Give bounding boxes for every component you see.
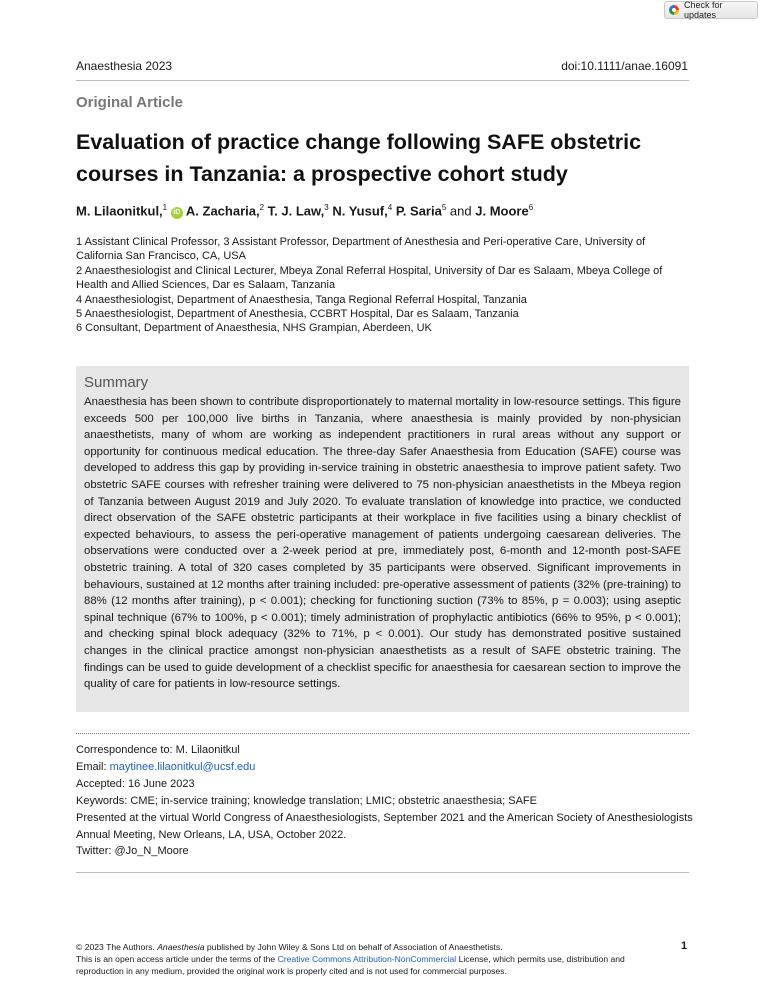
author-affiliation-number: 6 — [528, 203, 534, 212]
author-name: N. Yusuf, — [332, 203, 388, 219]
author-name: M. Lilaonitkul, — [76, 203, 163, 219]
copyright-line — [76, 941, 636, 953]
affiliation-item: 1 Assistant Clinical Professor, 3 Assistant Professor, Department of Anesthesia and Peri-operative Care, University of California San Francisco, CA, USA — [76, 236, 646, 263]
license-line — [76, 953, 636, 977]
orcid-icon[interactable]: iD — [171, 207, 183, 219]
author-name: P. Saria — [395, 203, 442, 219]
license-prefix: This is an open access article under the terms of the — [76, 954, 278, 964]
author-name: J. Moore — [475, 203, 529, 219]
page-title: Evaluation of practice change following SAFE obstetric courses in Tanzania: a prospective cohort study — [76, 130, 642, 186]
affiliation-item: 5 Anaesthesiologist, Department of Anesthesia, CCBRT Hospital, Dar es Salaam, Tanzania — [76, 308, 519, 321]
copyright-journal: Anaesthesia — [157, 942, 205, 952]
author-affiliation-number: 1 — [162, 203, 168, 212]
affiliations — [76, 235, 691, 336]
author-affiliation-number: 2 — [259, 203, 265, 212]
authors-conjunction: and — [449, 203, 472, 219]
author-affiliation-number: 5 — [441, 203, 447, 212]
article-type: Original Article — [76, 94, 183, 111]
email-link[interactable]: maytinee.lilaonitkul@ucsf.edu — [109, 761, 256, 773]
header-rule — [76, 80, 689, 81]
author-name: A. Zacharia, — [185, 203, 260, 219]
journal-header: Anaesthesia 2023 — [76, 59, 173, 73]
email-line — [76, 760, 255, 774]
check-for-updates-button[interactable] — [664, 1, 758, 19]
page-number: 1 — [681, 940, 688, 952]
license-link[interactable]: Creative Commons Attribution-NonCommercial — [277, 954, 457, 964]
author-list — [76, 203, 696, 219]
author-name: T. J. Law, — [267, 203, 325, 219]
author-affiliation-number: 4 — [387, 203, 393, 212]
dotted-divider — [76, 733, 689, 734]
author-affiliation-number: 3 — [324, 203, 329, 212]
summary-text: Anaesthesia has been shown to contribute disproportionately to maternal mortality in low-resource settings. This figure exceeds 500 per 100,000 live births in Tanzania, where anaesthesia is mainly provided by non-physician anaesthetists, many of whom are working as independent practitioners in rural areas without any support or opportunity for continuous medical education. The three-day Safer Anaesthesia from Education (SAFE) course was developed to address this gap by providing in-service training in obstetric anaesthesia to improve patient safety. Two obstetric SAFE courses with refresher training were delivered to 75 non-physician anaesthetists in the Mbeya region of Tanzania between August 2019 and July 2020. To evaluate translation of knowledge into practice, we conducted direct observation of the SAFE obstetric participants at their workplace in five facilities using a binary checklist of expected behaviours, to assess the peri-operative management of patients undergoing caesarean deliveries. The observations were conducted over a 2-week period at pre, immediately post, 6-month and 12-month post-SAFE obstetric training. A total of 320 cases completed by 35 participants were observed. Significant improvements in behaviours, sustained at 12 months after training included: pre-operative assessment of patients (32% (pre-training) to 88% (12 months after training), p < 0.001); checking for functioning suction (73% to 85%, p = 0.003); using aseptic spinal technique (67% to 100%, p < 0.001); timely administration of prophylactic antibiotics (66% to 95%, p < 0.001); and checking spinal block adequacy (32% to 71%, p < 0.001). Our study has demonstrated positive sustained changes in the clinical practice amongst non-physician anaesthetists as a result of SAFE obstetric training. The findings can be used to guide development of a checklist specific for anaesthesia for caesarean section to improve the quality of care for patients in low-resource settings. — [84, 396, 681, 691]
copyright-prefix: © 2023 The Authors. — [76, 942, 158, 952]
license-footer — [76, 941, 636, 977]
license-suffix: License, which permits use, distribution and reproduction in any medium, provided the original work is properly cited and is not used for commercial purposes. — [76, 954, 625, 976]
affiliation-item: 6 Consultant, Department of Anaesthesia, NHS Grampian, Aberdeen, UK — [76, 322, 432, 335]
twitter-handle: Twitter: @Jo_N_Moore — [76, 845, 189, 857]
summary-heading: Summary — [84, 374, 149, 391]
accepted-date: Accepted: 16 June 2023 — [76, 778, 195, 790]
affiliation-item: 4 Anaesthesiologist, Department of Anaesthesia, Tanga Regional Referral Hospital, Tanzania — [76, 293, 527, 306]
email-label: Email: — [76, 761, 110, 773]
doi-header: doi:10.1111/anae.16091 — [561, 59, 688, 73]
correspondence: Correspondence to: M. Lilaonitkul — [76, 744, 240, 756]
copyright-suffix: published by John Wiley & Sons Ltd on behalf of Association of Anaesthetists. — [204, 942, 503, 952]
footer-rule — [76, 872, 689, 873]
summary-box — [76, 366, 689, 712]
presented-note: Presented at the virtual World Congress of Anaesthesiologists, September 2021 and the American Society of Anesthesiologists Annual Meeting, New Orleans, LA, USA, October 2022. — [76, 812, 693, 841]
check-for-updates-label: Check for updates — [684, 0, 723, 20]
affiliation-item: 2 Anaesthesiologist and Clinical Lecturer, Mbeya Zonal Referral Hospital, University of Dar es Salaam, Mbeya College of Health and Allied Sciences, Dar es Salaam, Tanzania — [76, 264, 663, 292]
keywords: Keywords: CME; in-service training; knowledge translation; LMIC; obstetric anaesthesia; SAFE — [76, 795, 537, 807]
crossmark-icon — [669, 5, 679, 15]
